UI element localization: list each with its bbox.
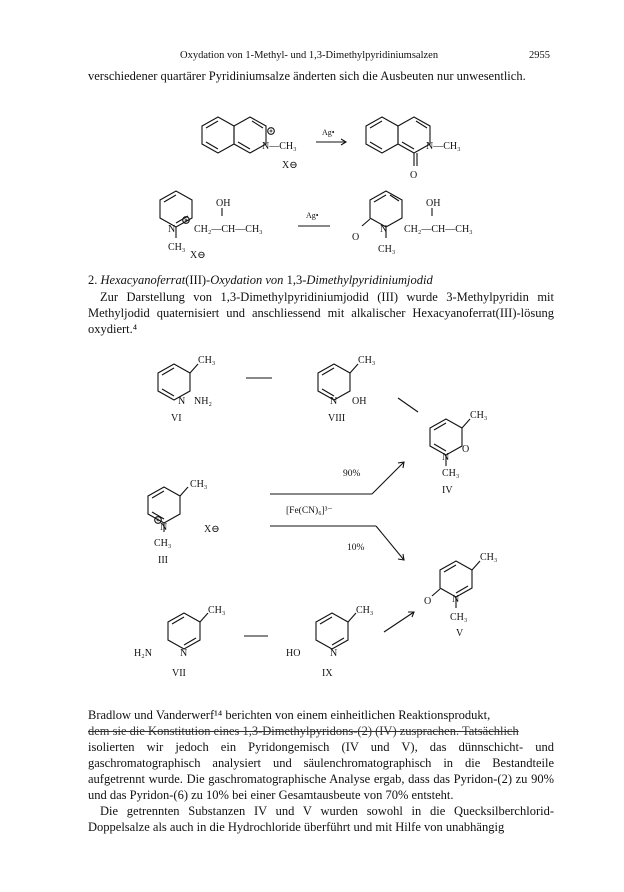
page-number: 2955 [529, 50, 550, 61]
label-compound-ix: IX [322, 668, 333, 679]
label-viii-oh: OH [352, 396, 367, 407]
label-vi-ch3: CH₃ [198, 355, 216, 366]
compound-viii-structure [318, 364, 358, 400]
isoquinolone-structure [366, 117, 430, 166]
section-2-heading [88, 273, 554, 288]
label-iii-counterion: X⊖ [204, 524, 220, 535]
section-title-part-4: 1,3- [283, 273, 307, 287]
label-compound-vi: VI [171, 413, 182, 424]
label-v-ch3: CH₃ [480, 552, 498, 563]
arrow-viii-iv [398, 398, 418, 412]
reagent-silver-1: Ag• [322, 128, 335, 137]
section-2-paragraph: Zur Darstellung von 1,3-Dimethylpyridiniumjodid (III) wurde 3-Methylpyridin mit Methyljodid quaternisiert und anschliessend mit alkalischer Hexacyanoferrat(III)-lösung oxydiert.⁴ [88, 290, 554, 336]
label-v-ch3-n: CH₃ [450, 612, 468, 623]
label-oxo-2: O [352, 232, 360, 243]
label-ix-n: N [330, 648, 338, 659]
label-ix-ho: HO [286, 648, 301, 659]
compound-vi-structure [158, 364, 198, 400]
arrow-scheme1-top [316, 139, 346, 145]
body-last-paragraph: Die getrennten Substanzen IV und V wurden sowohl in die Quecksilberchlorid-Doppelsalze als auch in die Hydrochloride überführt und mit Hilfe von unabhängig [88, 804, 554, 834]
label-viii-n: N [330, 396, 338, 407]
label-vii-ch3: CH₃ [208, 605, 226, 616]
running-title: Oxydation von 1-Methyl- und 1,3-Dimethylpyridiniumsalzen [180, 50, 439, 61]
label-yield-90: 90% [343, 469, 361, 479]
section-title-part-1: Hexacyanoferrat [100, 273, 186, 287]
label-v-n: N [452, 594, 460, 605]
label-ch3-right: CH₃ [378, 244, 396, 255]
label-iv-ch3: CH₃ [470, 410, 488, 421]
label-compound-iii: III [158, 555, 168, 566]
label-compound-iv: IV [442, 485, 453, 496]
compound-ix-structure [316, 613, 356, 649]
label-n-ch3-left: N—CH₃ [262, 141, 297, 152]
label-iv-n: N [442, 452, 450, 463]
label-vi-n: N [178, 396, 186, 407]
reagent-silver-2: Ag• [306, 211, 319, 220]
section-number: 2. [88, 273, 98, 287]
arrow-ix-v [384, 612, 414, 632]
label-n-pyridinium: N [168, 224, 176, 235]
label-vii-h2n: H₂N [134, 648, 152, 659]
label-yield-10: 10% [347, 543, 365, 553]
label-compound-vii: VII [172, 668, 186, 679]
label-compound-v: V [456, 628, 464, 639]
compound-vii-structure [168, 613, 208, 649]
label-reagent-ferricyanide: [Fe(CN)₆]³⁻ [286, 506, 333, 516]
label-counterion-1: X⊖ [282, 160, 298, 171]
label-iii-ch3: CH₃ [190, 479, 208, 490]
label-iii-ch3-n: CH₃ [154, 538, 172, 549]
label-compound-viii: VIII [328, 413, 346, 424]
label-oh-left: OH [216, 198, 231, 209]
label-n-ch3-right: N—CH₃ [426, 141, 461, 152]
compound-iii-structure [148, 487, 188, 532]
label-viii-ch3: CH₃ [358, 355, 376, 366]
label-oxo-1: O [410, 170, 418, 181]
label-ch3-left: CH₃ [168, 242, 186, 253]
label-v-o: O [424, 596, 432, 607]
body-paragraph-rest: isolierten wir jedoch ein Pyridongemisch (IV und V), das dünnschicht- und gaschromatographisch analysiert und säulenchromatographisch in die Bestandteile aufgetrennt wurde. Die gaschromatographische Analyse ergab, dass das Pyridon-(2) zu 90% und das Pyridon-(6) zu 10% bei einer Gesamtausbeute von 70% entsteht. [88, 740, 554, 802]
label-iii-n: N [160, 522, 168, 533]
label-vii-n: N [180, 648, 188, 659]
label-counterion-2: X⊖ [190, 250, 206, 261]
label-iv-o: O [462, 444, 470, 455]
intro-paragraph: verschiedener quartärer Pyridiniumsalze änderten sich die Ausbeuten nur unwesentlich. [88, 69, 526, 83]
section-title-part-5: Dimethylpyridiniumjodid [306, 273, 433, 287]
label-side-chain-left: CH₂—CH—CH₃ [194, 224, 263, 235]
label-vi-nh2: NH₂ [194, 396, 212, 407]
label-n-pyridone: N [380, 224, 388, 235]
section-title-part-3: -Oxydation von [206, 273, 284, 287]
section-title-part-2: (III) [185, 273, 207, 287]
body-line-2-struck: dem sie die Konstitution eines 1,3-Dimethylpyridons-(2) (IV) zusprachen. Tatsächlich [88, 724, 519, 738]
label-ix-ch3: CH₃ [356, 605, 374, 616]
label-oh-right: OH [426, 198, 441, 209]
label-side-chain-right: CH₂—CH—CH₃ [404, 224, 473, 235]
label-iv-ch3-n: CH₃ [442, 468, 460, 479]
compound-iv-structure [430, 419, 470, 466]
body-line-1: Bradlow und Vanderwerf¹⁴ berichten von einem einheitlichen Reaktionsprodukt, [88, 708, 491, 722]
